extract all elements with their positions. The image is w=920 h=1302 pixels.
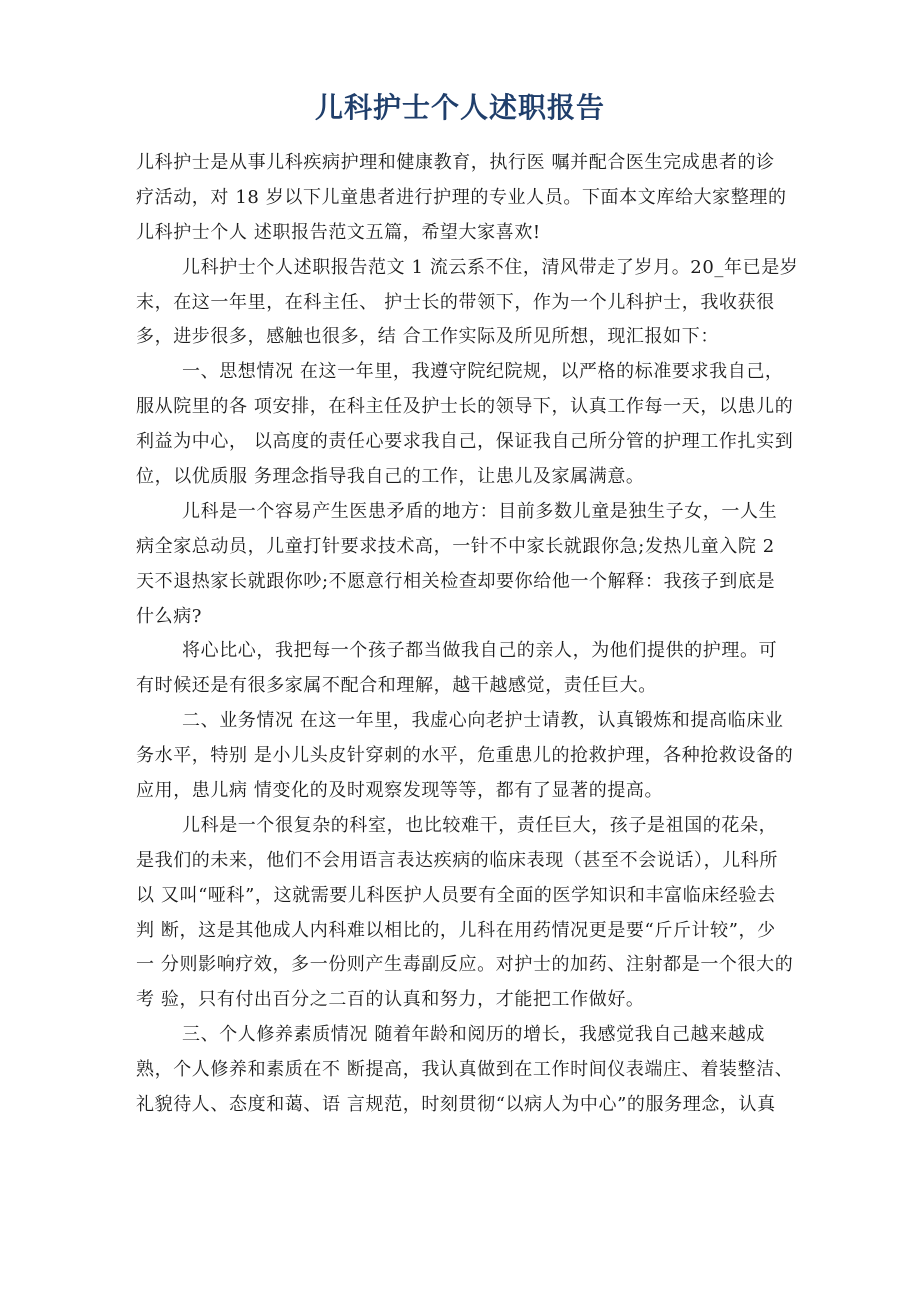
text-line: 天不退热家长就跟你吵;不愿意行相关检查却要你给他一个解释：我孩子到底是 [136, 570, 776, 592]
text-line: 位，以优质服 务理念指导我自己的工作，让患儿及家属满意。 [136, 466, 645, 488]
text-line: 有时候还是有很多家属不配合和理解，越干越感觉，责任巨大。 [136, 675, 657, 697]
text-line: 一、思想情况 在这一年里，我遵守院纪院规，以严格的标准要求我自己， [182, 361, 784, 383]
text-line: 什么病? [136, 605, 203, 627]
document-body [136, 146, 798, 1123]
text-line: 儿科是一个容易产生医患矛盾的地方：目前多数儿童是独生子女，一人生 [182, 500, 778, 522]
text-line: 末，在这一年里，在科主任、 护士长的带领下，作为一个儿科护士，我收获很 [136, 291, 775, 313]
text-line: 疗活动，对 18 岁以下儿童患者进行护理的专业人员。下面本文库给大家整理的 [136, 186, 787, 208]
text-line: 病全家总动员，儿童打针要求技术高，一针不中家长就跟你急;发热儿童入院 2 [136, 535, 775, 557]
text-line: 礼貌待人、态度和蔼、语 言规范，时刻贯彻“以病人为中心”的服务理念，认真 [136, 1094, 776, 1116]
paragraph-empathy [136, 634, 798, 704]
text-line: 以 又叫“哑科”，这就需要儿科医护人员要有全面的医学知识和丰富临床经验去 [136, 884, 776, 906]
text-line: 将心比心，我把每一个孩子都当做我自己的亲人，为他们提供的护理。可 [182, 640, 778, 662]
text-line: 服从院里的各 项安排，在科主任及护士长的领导下，认真工作每一天，以患儿的 [136, 396, 794, 418]
text-line: 儿科护士是从事儿科疾病护理和健康教育，执行医 嘱并配合医生完成患者的诊 [136, 152, 775, 173]
text-line: 应用，患儿病 情变化的及时观察发现等等，都有了显著的提高。 [136, 780, 664, 802]
paragraph-section-ideology [136, 355, 798, 495]
document-title: 儿科护士个人述职报告 [314, 91, 605, 124]
text-line: 判 断，这是其他成人内科难以相比的，儿科在用药情况更是要“斤斤计较”，少 [136, 919, 776, 941]
text-line: 二、业务情况 在这一年里，我虚心向老护士请教，认真锻炼和提高临床业 [182, 710, 784, 732]
text-line: 熟，个人修养和素质在不 断提高，我认真做到在工作时间仪表端庄、着装整洁、 [136, 1059, 794, 1081]
paragraph-intro [136, 146, 798, 251]
text-line: 三、个人修养素质情况 随着年龄和阅历的增长，我感觉我自己越来越成 [182, 1024, 765, 1046]
paragraph-pediatrics-conflict [136, 495, 798, 635]
text-line: 考 验，只有付出百分之二百的认真和努力，才能把工作做好。 [136, 989, 645, 1011]
text-line: 务水平，特别 是小儿头皮针穿刺的水平，危重患儿的抢救护理，各种抢救设备的 [136, 745, 794, 767]
paragraph-pediatrics-complexity [136, 809, 798, 1018]
text-line: 一 分则影响疗效，多一份则产生毒副反应。对护士的加药、注射都是一个很大的 [136, 954, 794, 976]
text-line: 儿科护士个人述职报告范文 1 流云系不住，清风带走了岁月。20_年已是岁 [182, 256, 799, 278]
text-line: 儿科是一个很复杂的科室，也比较难干，责任巨大，孩子是祖国的花朵， [182, 814, 778, 836]
paragraph-essay-1-opening [136, 251, 798, 356]
paragraph-section-business [136, 704, 798, 809]
text-line: 儿科护士个人 述职报告范文五篇，希望大家喜欢! [136, 221, 541, 243]
text-line: 多，进步很多，感触也很多，结 合工作实际及所见所想，现汇报如下： [136, 326, 719, 348]
text-line: 是我们的未来，他们不会用语言表达疾病的临床表现（甚至不会说话），儿科所 [136, 849, 778, 871]
paragraph-section-personal [136, 1018, 798, 1123]
text-line: 利益为中心， 以高度的责任心要求我自己，保证我自己所分管的护理工作扎实到 [136, 431, 794, 453]
